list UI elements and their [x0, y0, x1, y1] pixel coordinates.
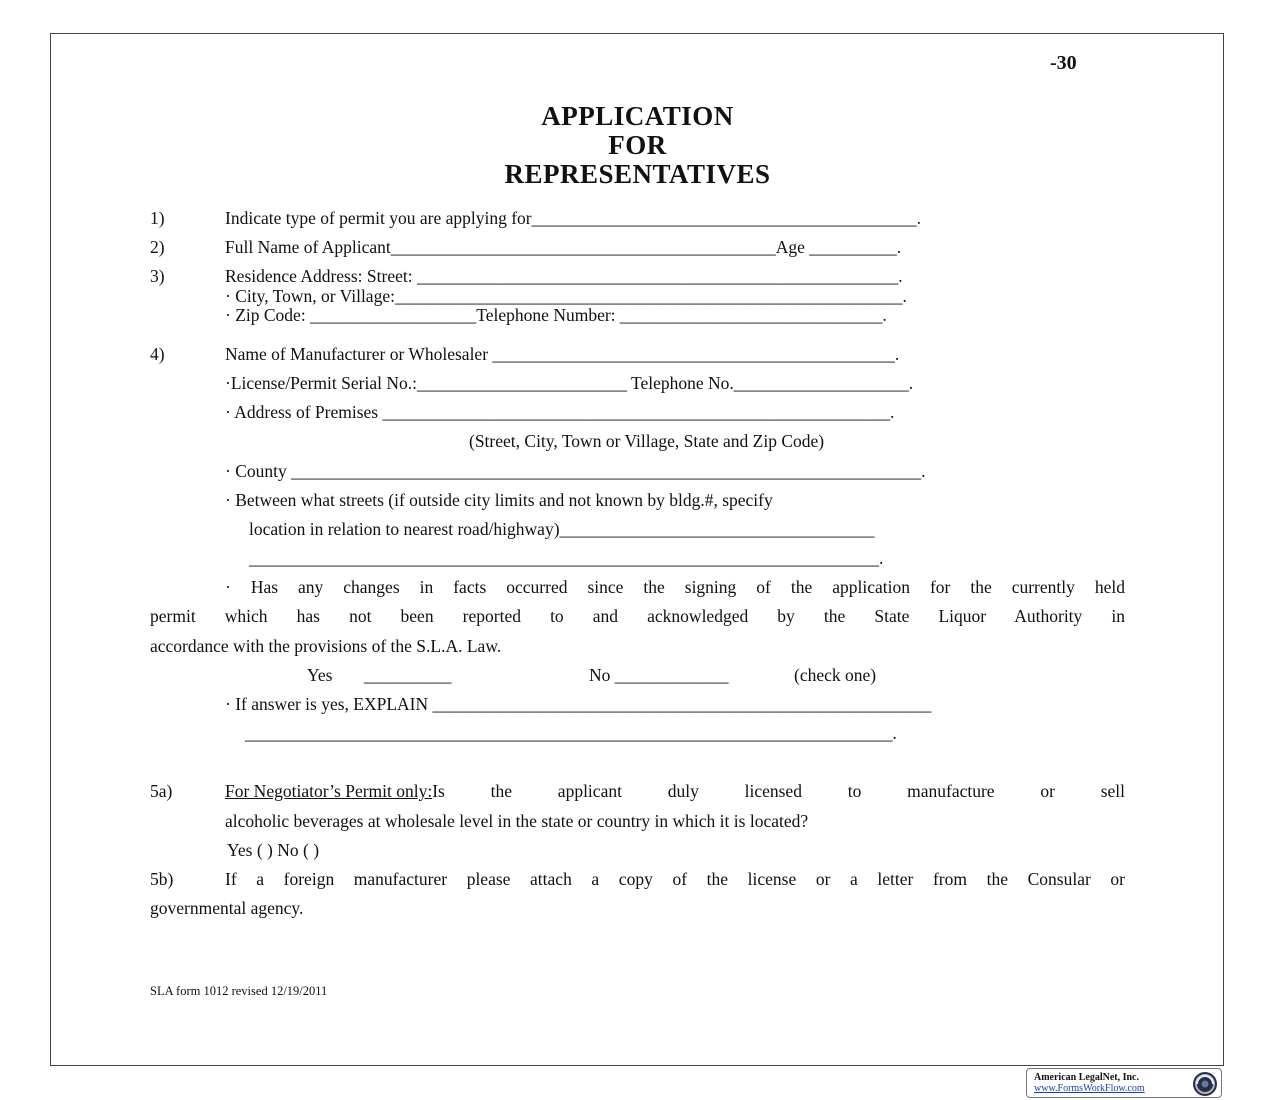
residence-street-field[interactable]: Residence Address: Street: _______________________________________________________. [225, 266, 903, 286]
manufacturer-name-field[interactable]: Name of Manufacturer or Wholesaler ______________________________________________. [225, 344, 900, 364]
publisher-link[interactable]: www.FormsWorkFlow.com [1034, 1083, 1145, 1094]
q5a-yes-no[interactable]: Yes ( ) No ( ) [227, 840, 320, 860]
q5a-line-1 [225, 781, 1125, 801]
q5b-line-2: governmental agency. [150, 898, 304, 918]
publisher-badge[interactable] [1026, 1068, 1222, 1098]
check-one-note: (check one) [794, 665, 877, 685]
county-field[interactable]: · County ________________________________________________________________________. [225, 461, 926, 481]
q1-number: 1) [150, 208, 165, 228]
residence-city-field[interactable]: · City, Town, or Village:__________________________________________________________. [225, 286, 907, 306]
between-streets-field[interactable]: location in relation to nearest road/highway)____________________________________ [249, 519, 875, 539]
page-number: -30 [1050, 52, 1077, 74]
premises-address-hint: (Street, City, Town or Village, State and Zip Code) [469, 431, 825, 451]
applicant-name-age-field[interactable]: Full Name of Applicant____________________________________________Age __________. [225, 237, 902, 257]
no-checkbox-blank[interactable]: No _____________ [589, 665, 729, 685]
q3-number: 3) [150, 266, 165, 286]
q4-number: 4) [150, 344, 165, 364]
q5a-line-2: alcoholic beverages at wholesale level in the state or country in which it is located? [225, 811, 809, 831]
footer-divider [50, 1065, 1224, 1066]
q5a-number: 5a) [150, 781, 173, 801]
changes-question-line-1: · Has any changes in facts occurred since the signing of the application for the currently held [225, 577, 1125, 597]
title-line-2: FOR [608, 130, 667, 160]
zip-telephone-field[interactable]: · Zip Code: ___________________Telephone Number: ______________________________. [225, 305, 887, 325]
publisher-name: American LegalNet, Inc. [1034, 1072, 1139, 1083]
yes-label: Yes [307, 665, 333, 685]
premises-address-field[interactable]: · Address of Premises __________________________________________________________. [225, 402, 895, 422]
negotiator-permit-heading: For Negotiator’s Permit only: [225, 781, 433, 801]
changes-question-line-3: accordance with the provisions of the S.L.A. Law. [150, 636, 502, 656]
title-line-3: REPRESENTATIVES [504, 159, 771, 189]
explain-field[interactable]: · If answer is yes, EXPLAIN _________________________________________________________ [225, 694, 932, 714]
license-serial-field[interactable]: ·License/Permit Serial No.:________________________ Telephone No.____________________. [225, 373, 914, 393]
form-revision-label: SLA form 1012 revised 12/19/2011 [150, 984, 328, 998]
q5b-line-1: If a foreign manufacturer please attach a copy of the license or a letter from the Consular or [225, 869, 1125, 889]
between-streets-label: · Between what streets (if outside city limits and not known by bldg.#, specify [225, 490, 773, 510]
q5a-question-start: Is the applicant duly licensed to manufacture or sell [432, 781, 1125, 801]
changes-question-line-2: permit which has not been reported to and acknowledged by the State Liquor Authority in [150, 606, 1125, 626]
q2-number: 2) [150, 237, 165, 257]
q5b-number: 5b) [150, 869, 174, 889]
explain-field-2[interactable]: __________________________________________________________________________. [245, 723, 897, 743]
title-line-1: APPLICATION [541, 101, 734, 131]
globe-logo-icon [1192, 1071, 1218, 1097]
between-streets-field-2[interactable]: ________________________________________________________________________. [249, 548, 884, 568]
permit-type-field[interactable]: Indicate type of permit you are applying for____________________________________________. [225, 208, 922, 228]
yes-checkbox-blank[interactable]: __________ [364, 665, 452, 685]
